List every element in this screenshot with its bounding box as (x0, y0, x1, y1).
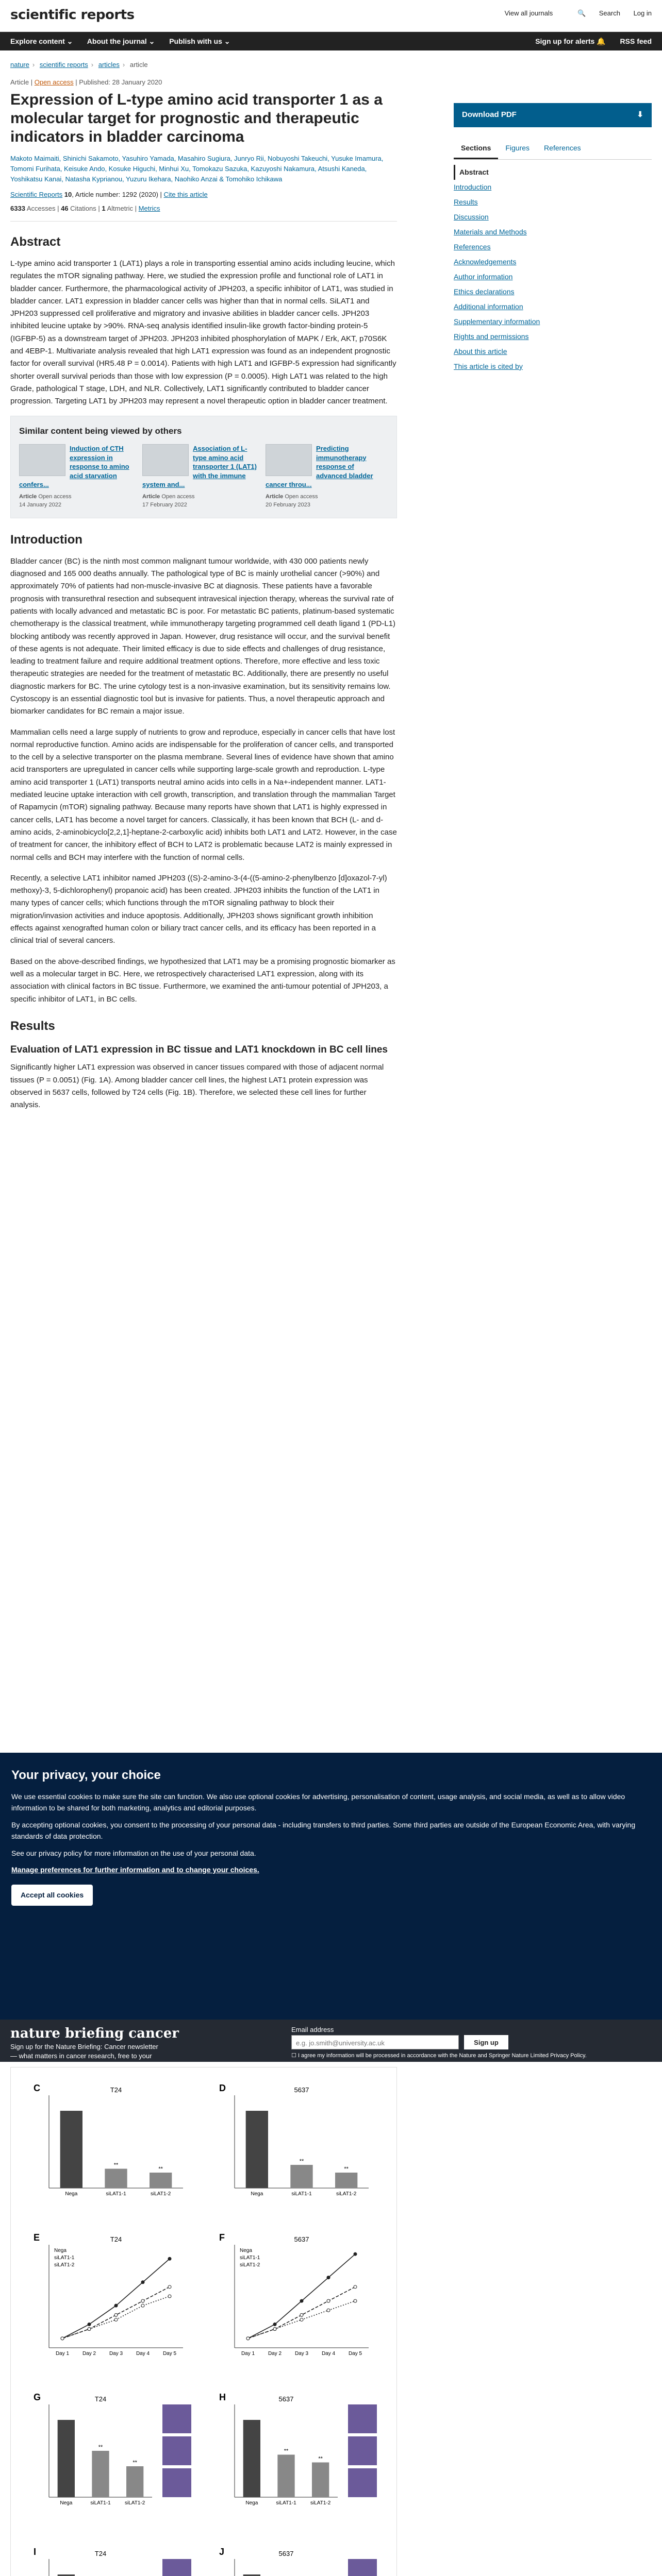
accesses-count: 6333 (10, 205, 25, 213)
microscopy-image (348, 2559, 377, 2576)
toc-item-introduction[interactable]: Introduction (454, 182, 492, 191)
legend-entry: Nega (54, 2248, 67, 2253)
x-tick-label: siLAT1-1 (106, 2191, 126, 2197)
toc-item-results[interactable]: Results (454, 197, 478, 206)
similar-heading: Similar content being viewed by others (19, 426, 182, 436)
similar-card-title[interactable]: Induction of CTH expression in response to amino acid starvation confers... (19, 444, 129, 489)
nav-left (10, 36, 242, 47)
abstract-section (10, 233, 397, 408)
toc-item-supplementary[interactable]: Supplementary information (454, 317, 540, 326)
nav-about-journal[interactable]: About the journal ⌄ (87, 37, 155, 45)
data-point (354, 2285, 357, 2289)
header-utilities (493, 8, 652, 19)
login-link[interactable]: Log in (633, 9, 652, 17)
cookie-text: We use essential cookies to make sure the site can function. We also use optional cookies for advertising, personalisation of content, usage analysis, and social media, as well as to allow video information to be shared for both marketing, analytics and editorial purposes. (11, 1792, 625, 1812)
intro-paragraph: Mammalian cells need a large supply of nutrients to grow and reproduce, especially in cancer cells that have lost normal reproductive function. Amino acids are indispensable for the proliferation of cancer cells, and transported to the cell by a selective transporter on the plasma membrane. Several lines of evidence have shown that amino acid transporters are upregulated in cancer cells while supporting large-scale growth and reproduction. L-type amino acid transporter 1 (LAT1) transports neutral amino acids into cells in a Na+-independent manner. LAT1-mediated leucine uptake interaction with cell growth, transcription, and translation through the mammalian Target of Rapamycin (mTOR) signaling pathway. Because many reports have shown that LAT1 is highly expressed in cancer cells, LAT1 has become a novel target for cancers. Classically, it has been known that BCH (L- and d- amino acids, 2-aminobicyclo[2,2,1]-heptane-2-carboxylic acid) inhibits both LAT1 and LAT2. However, in the case of treatment for cancer, the inhibitory effect of BCH to LAT2 is problematic because LAT2 is mainly expressed in normal cells and BCH may interfere with the function of normal cells. (10, 727, 397, 862)
series-line (62, 2296, 170, 2338)
significance-mark: ** (98, 2444, 103, 2450)
cookie-banner (0, 1753, 662, 2062)
article-number: Article number: 1292 (2020) (75, 190, 158, 198)
article-main (10, 77, 397, 1120)
toc-item-rights[interactable]: Rights and permissions (454, 332, 529, 341)
x-tick-label: Day 3 (109, 2351, 123, 2357)
microscopy-image (162, 2404, 191, 2433)
series-line (62, 2287, 170, 2338)
similar-content (10, 416, 397, 518)
data-point (327, 2299, 330, 2302)
journal-logo[interactable]: scientific reports (10, 7, 135, 23)
toc-item-methods[interactable]: Materials and Methods (454, 227, 527, 236)
breadcrumb-journal[interactable]: scientific reports (39, 61, 88, 69)
chevron-right-icon: › (91, 61, 94, 69)
panel-letter: F (219, 2232, 225, 2243)
significance-mark: ** (158, 2166, 163, 2172)
metrics-link[interactable]: Metrics (138, 205, 160, 213)
data-point (168, 2257, 171, 2260)
significance-mark: ** (299, 2158, 304, 2164)
x-tick-label: Day 5 (348, 2351, 362, 2357)
checkbox-icon: ☐ (291, 2053, 296, 2059)
data-point (354, 2299, 357, 2302)
introduction-section (10, 531, 397, 1006)
lower-content (10, 2062, 397, 2576)
series-line (248, 2287, 355, 2338)
data-point (141, 2299, 144, 2302)
breadcrumb-nature[interactable]: nature (10, 61, 29, 69)
bar (58, 2420, 75, 2497)
published-date: Published: 28 January 2020 (79, 78, 162, 86)
x-tick-label: siLAT1-1 (291, 2191, 312, 2197)
x-tick-label: siLAT1-2 (125, 2500, 145, 2506)
sign-up-alerts-link[interactable]: Sign up for alerts 🔔 (535, 37, 606, 45)
microscopy-image (348, 2468, 377, 2497)
bar (246, 2111, 268, 2188)
bar (277, 2455, 294, 2498)
results-heading: Results (10, 1019, 55, 1033)
table-of-contents (454, 165, 652, 374)
data-point (327, 2309, 330, 2312)
significance-mark: ** (318, 2455, 323, 2462)
toc-item-additional-info[interactable]: Additional information (454, 302, 523, 311)
legend-entry: siLAT1-2 (54, 2262, 75, 2268)
download-icon: ⬇ (637, 110, 643, 119)
citations-count: 46 (61, 205, 69, 213)
bar (335, 2173, 357, 2188)
x-tick-label: Day 5 (162, 2351, 177, 2357)
cookie-privacy-text[interactable]: See our privacy policy for more information on the use of your personal data. (11, 1849, 256, 1857)
legend-entry: siLAT1-2 (240, 2262, 260, 2268)
x-tick-label: Nega (65, 2191, 78, 2197)
main-nav (0, 32, 662, 50)
article-type: Article (10, 78, 29, 86)
x-tick-label: siLAT1-2 (151, 2191, 171, 2197)
x-tick-label: Day 4 (136, 2351, 150, 2357)
article-metrics: 6333 Accesses | 46 Citations | 1 Altmetric | Metrics (10, 204, 397, 222)
x-tick-label: Day 2 (82, 2351, 96, 2357)
similar-thumbnail (142, 444, 189, 476)
breadcrumb (10, 60, 148, 70)
chevron-right-icon: › (122, 61, 125, 69)
similar-card-meta: Article Open access 14 January 2022 (19, 493, 72, 509)
x-tick-label: Nega (60, 2500, 73, 2506)
intro-paragraph: Recently, a selective LAT1 inhibitor named JPH203 ((S)-2-amino-3-(4-((5-amino-2-phenylbenzo [d]oxazol-7-yl) methoxy)-3, 5-dichlorophenyl) propanoic acid) has been created. JPH203 inhibits the function of the LAT1 in many types of cancer cells; which functions through the mTOR signaling pathway to block their migration/invasion activities and induce apoptosis. Additionally, JPH203 shows significant growth inhibition effects against xenografted human colon or biliary tract cancer cells, and its efficacy has been reported in a clinical trial of several cancers. (10, 873, 387, 945)
panel-letter: C (34, 2083, 40, 2093)
download-pdf-button[interactable]: Download PDF ⬇ (454, 103, 652, 127)
results-section (10, 1017, 397, 1112)
x-tick-label: siLAT1-2 (336, 2191, 357, 2197)
nav-right (523, 36, 652, 47)
bar (105, 2169, 127, 2189)
panel-letter: I (34, 2547, 37, 2557)
panel-letter: H (219, 2392, 226, 2402)
bar (92, 2451, 109, 2497)
figure-1-panels (18, 2075, 389, 2576)
panel-letter: J (219, 2547, 225, 2557)
data-point (273, 2328, 276, 2331)
similar-card[interactable] (19, 444, 135, 510)
search-link[interactable]: 🔍 Search (577, 9, 620, 17)
bar (126, 2466, 143, 2497)
toc-item-ethics[interactable]: Ethics declarations (454, 287, 515, 296)
journal-citation: Scientific Reports 10, Article number: 1292 (2020) | Cite this article (10, 190, 208, 198)
figure-1 (10, 2067, 397, 2576)
significance-mark: ** (284, 2448, 289, 2454)
results-subheading: Evaluation of LAT1 expression in BC tissue and LAT1 knockdown in BC cell lines (10, 1044, 388, 1055)
article-sidebar (454, 103, 652, 374)
bar (150, 2173, 172, 2188)
results-paragraph: Significantly higher LAT1 expression was observed in cancer tissues compared with those of adjacent normal tissues (P = 0.0051) (Fig. 1A). Among bladder cancer cell lines, the highest LAT1 protein expression was observed in 5637 cells, followed by T24 cells (Fig. 1B). Therefore, we selected these cell lines for further analysis. (10, 1063, 384, 1110)
x-tick-label: Day 3 (294, 2351, 309, 2357)
toc-item-acknowledgements[interactable]: Acknowledgements (454, 257, 517, 266)
toc-item-cited-by[interactable]: This article is cited by (454, 362, 523, 370)
article-meta: Article | Open access | Published: 28 January 2020 (10, 78, 162, 86)
data-point (273, 2323, 276, 2326)
cite-article-link[interactable]: Cite this article (163, 190, 208, 198)
panel-title: T24 (94, 2395, 107, 2403)
data-point (168, 2285, 171, 2289)
data-point (61, 2337, 64, 2340)
chevron-right-icon: › (32, 61, 35, 69)
nav-publish-with-us[interactable]: Publish with us ⌄ (169, 37, 230, 45)
panel-title: 5637 (278, 2550, 294, 2557)
toc-item-about[interactable]: About this article (454, 347, 507, 355)
similar-card-meta: Article Open access 17 February 2022 (142, 493, 195, 509)
altmetric-count: 1 (102, 205, 106, 213)
x-tick-label: siLAT1-1 (276, 2500, 296, 2506)
tab-references[interactable]: References (544, 143, 581, 152)
data-point (114, 2318, 118, 2321)
data-point (88, 2323, 91, 2326)
microscopy-image (348, 2436, 377, 2465)
panel-title: 5637 (278, 2395, 294, 2403)
journal-link[interactable]: Scientific Reports (10, 190, 63, 198)
bar (290, 2165, 312, 2188)
article-title: Expression of L-type amino acid transporter 1 as a molecular target for prognostic and therapeutic indicators in bladder carcinoma (10, 91, 383, 145)
panel-title: 5637 (294, 2086, 309, 2094)
panel-letter: D (219, 2083, 226, 2093)
accept-cookies-button[interactable]: Accept all cookies (11, 1885, 93, 1906)
panel-title: T24 (94, 2550, 107, 2557)
volume: 10 (64, 190, 72, 198)
panel-letter: G (34, 2392, 41, 2402)
x-tick-label: Day 2 (268, 2351, 282, 2357)
microscopy-image (162, 2436, 191, 2465)
data-point (300, 2299, 303, 2302)
bar (60, 2111, 82, 2188)
legend-entry: Nega (240, 2248, 252, 2253)
manage-preferences-link[interactable]: Manage preferences for further information and to change your choices. (11, 1865, 259, 1874)
cookie-text: By accepting optional cookies, you consent to the processing of your personal data - including transfers to third parties. Some third parties are outside of the European Economic Area, with varying standards of data protection. (11, 1820, 636, 1841)
x-tick-label: Nega (245, 2500, 258, 2506)
significance-mark: ** (344, 2166, 349, 2172)
legend-entry: siLAT1-1 (240, 2255, 260, 2261)
series-line (248, 2254, 355, 2338)
data-point (168, 2295, 171, 2298)
similar-cards (19, 444, 388, 510)
x-tick-label: Nega (251, 2191, 263, 2197)
x-tick-label: Day 1 (241, 2351, 255, 2357)
data-point (300, 2318, 303, 2321)
intro-paragraph: Based on the above-described findings, we hypothesized that LAT1 may be a promising prognostic biomarker as well as a molecular target in BC. Here, we retrospectively characterised LAT1 expression, along with its association with clinical factors in BC tissue. Furthermore, we examined the anti-tumour potential of JPH203, a specific inhibitor of LAT1, in BC cells. (10, 957, 395, 1004)
nature-briefing-logo: nature briefing cancer (10, 2026, 179, 2041)
tab-sections[interactable]: Sections (454, 139, 498, 159)
microscopy-image (162, 2468, 191, 2497)
nav-explore-content[interactable]: Explore content ⌄ (10, 37, 73, 45)
x-tick-label: Day 4 (321, 2351, 336, 2357)
series-line (62, 2259, 170, 2338)
data-point (88, 2328, 91, 2331)
newsletter-signup-button[interactable]: Sign up (464, 2035, 508, 2049)
rss-feed-link[interactable]: RSS feed (620, 37, 652, 45)
x-tick-label: siLAT1-1 (90, 2500, 111, 2506)
similar-card[interactable] (142, 444, 258, 510)
search-icon: 🔍 (577, 9, 586, 17)
data-point (327, 2276, 330, 2279)
toc-item-abstract[interactable]: Abstract (454, 165, 652, 180)
panel-letter: E (34, 2232, 40, 2243)
significance-mark: ** (113, 2162, 119, 2168)
data-point (300, 2313, 303, 2316)
data-point (354, 2252, 357, 2256)
toc-item-author-info[interactable]: Author information (454, 272, 513, 281)
intro-paragraph: Bladder cancer (BC) is the ninth most common malignant tumour worldwide, with 430 000 patients newly diagnosed and 165 000 deaths annually. The pathological type of BC is mainly urothelial cancer (>90%) and approximately 70% of patients had non-muscle-invasive BC at diagnosis. These patients have a favorable prognosis with transurethral resection and subsequent intravesical injection therapy, whereas the survival rate of patients with locally advanced and metastatic BC is poor. For metastatic BC patients, platinum-based systematic chemotherapy is the classical treatment, while immunotherapy targeting programmed cell death ligand 1 (PD-L1) blocking antibody was recently approved in Japan. However, drug resistance will occur, and the survival benefit of these agents is not adequate. Their limited efficacy is due to side effects and challenges of drug resistance, leading to treatment failure and require additional treatment options. Therefore, more effective and less toxic therapeutic strategies are needed for the treatment of metastatic BC. Additionally, there are presently no useful diagnostic markers for BC. The urine cytology test is a non-invasive examination, but its sensitivity remains low. Cystoscopy is an essential diagnostic tool but is invasive for patients. Thus, a novel therapeutic approach and biomarker candidates for BC remain a major issue. (10, 556, 396, 716)
toc-item-discussion[interactable]: Discussion (454, 212, 489, 221)
similar-card-title[interactable]: Association of L-type amino acid transporter 1 (LAT1) with the immune system and... (142, 444, 257, 489)
tab-figures[interactable]: Figures (505, 143, 530, 152)
bar (243, 2420, 260, 2497)
abstract-heading: Abstract (10, 234, 61, 249)
view-all-journals-link[interactable]: View all journals (504, 9, 553, 17)
bar (312, 2463, 329, 2498)
email-field[interactable]: e.g. jo.smith@university.ac.uk (291, 2035, 459, 2049)
toc-item-references[interactable]: References (454, 242, 491, 251)
microscopy-image (162, 2559, 191, 2576)
data-point (141, 2281, 144, 2284)
similar-thumbnail (19, 444, 65, 476)
breadcrumb-article: article (129, 61, 148, 69)
privacy-checkbox[interactable]: ☐ I agree my information will be processed in accordance with the Nature and Springer Nature Limited Privacy Policy. (291, 2053, 587, 2059)
significance-mark: ** (133, 2460, 137, 2466)
sidebar-tabs (454, 139, 652, 160)
open-access-badge[interactable]: Open access (34, 78, 74, 86)
data-point (141, 2304, 144, 2307)
data-point (246, 2337, 250, 2340)
breadcrumb-articles[interactable]: articles (98, 61, 120, 69)
email-label: Email address (291, 2026, 334, 2033)
data-point (114, 2313, 118, 2316)
abstract-text: L-type amino acid transporter 1 (LAT1) plays a role in transporting essential amino acids including leucine, which regulates the mTOR signaling pathway. Here, we studied the expression profile and functional role of LAT1 in bladder cancer. Furthermore, the pharmacological activity of JPH203, a specific inhibitor of LAT1, was studied in bladder cancer. LAT1 expression in bladder cancer cells was higher than that in normal cells. SiLAT1 and JPH203 suppressed cell proliferative and migratory and invasive abilities in bladder cancer cells. JPH203 inhibited leucine uptake by >90%. RNA-seq analysis identified insulin-like growth factor-binding protein-5 (IGFBP-5) as a downstream target of JPH203. JPH203 inhibited phosphorylation of MAPK / Erk, AKT, p70S6K and 4EBP-1. Multivariate analysis revealed that high LAT1 expression was found as an independent prognostic factor for overall survival (HR5.48 P = 0.0014). Patients with high LAT1 and IGFBP-5 expression had significantly shorter overall survival periods than those with low expression (P = 0.0005). High LAT1 was related to the high Grade, pathological T stage, LDH, and NLR. Collectively, LAT1 significantly contributed to bladder cancer progression. Targeting LAT1 by JPH203 may represent a novel therapeutic option in bladder cancer treatment. (10, 259, 396, 406)
similar-card-title[interactable]: Predicting immunotherapy response of advanced bladder cancer throu... (266, 444, 373, 489)
newsletter-description: Sign up for the Nature Briefing: Cancer newsletter — what matters in cancer research, free to your inbox weekly. (10, 2043, 158, 2069)
panel-title: T24 (110, 2086, 122, 2094)
x-tick-label: siLAT1-2 (310, 2500, 331, 2506)
panel-title: T24 (110, 2235, 122, 2243)
introduction-heading: Introduction (10, 532, 82, 547)
legend-entry: siLAT1-1 (54, 2255, 75, 2261)
site-header (0, 0, 662, 32)
panel-title: 5637 (294, 2235, 309, 2243)
newsletter-strip (0, 2020, 662, 2069)
data-point (114, 2304, 118, 2307)
cookie-heading: Your privacy, your choice (11, 1768, 161, 1782)
similar-thumbnail (266, 444, 312, 476)
similar-card[interactable] (266, 444, 382, 510)
x-tick-label: Day 1 (55, 2351, 70, 2357)
author-list[interactable]: Makoto Maimaiti, Shinichi Sakamoto, Yasuhiro Yamada, Masahiro Sugiura, Junryo Rii, Nobuyoshi Takeuchi, Yusuke Imamura, Tomomi Furihata, Keisuke Ando, Kosuke Higuchi, Minhui Xu, Tomokazu Sazuka, Kazuyoshi Nakamura, Atsushi Kaneda, Yoshikatsu Kanai, Natasha Kyprianou, Yuzuru Ikehara, Naohiko Anzai & Tomohiko Ichikawa (10, 154, 384, 183)
similar-card-meta: Article Open access 20 February 2023 (266, 493, 318, 509)
microscopy-image (348, 2404, 377, 2433)
